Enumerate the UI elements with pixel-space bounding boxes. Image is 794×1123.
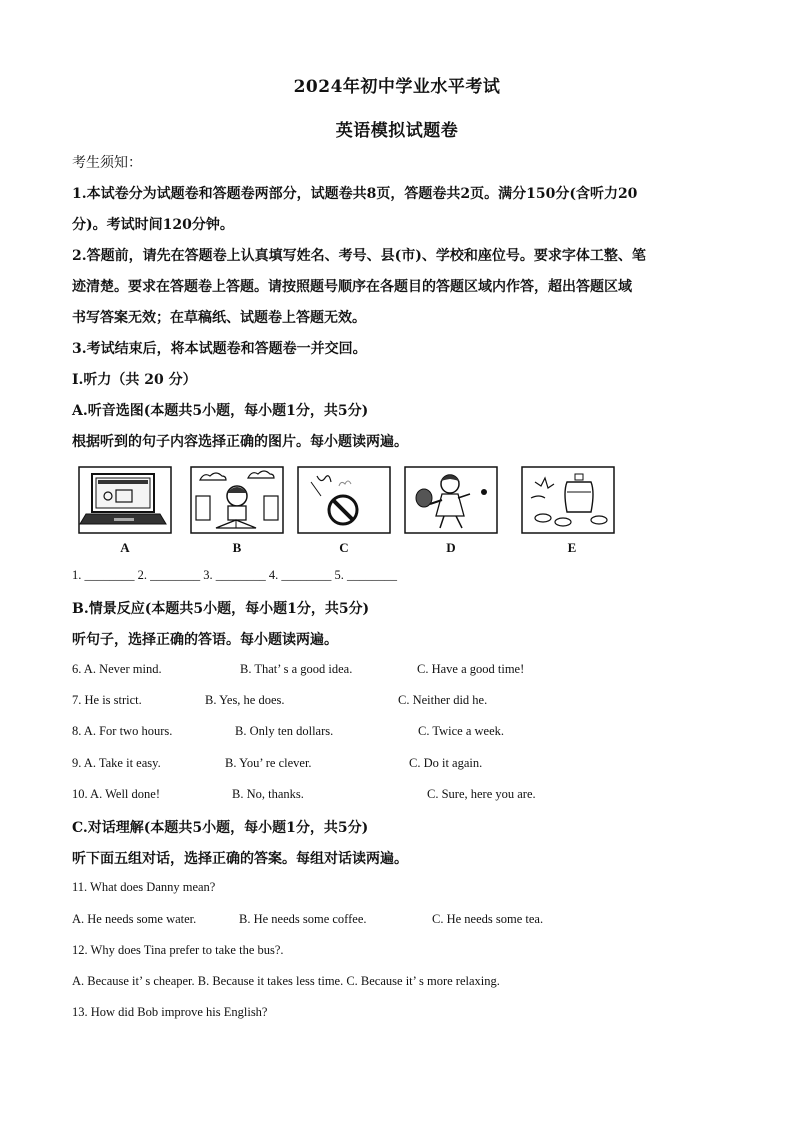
question-8-option-a: 8. A. For two hours. (72, 724, 173, 738)
question-6-option-a: 6. A. Never mind. (72, 662, 162, 676)
picture-label-c: C (339, 540, 349, 555)
question-11: 11. What does Danny mean? (72, 880, 216, 894)
question-10-option-a: 10. A. Well done! (72, 787, 160, 801)
picture-label-b: B (232, 540, 242, 555)
question-6-option-c: C. Have a good time! (417, 662, 525, 676)
question-8-option-b: B. Only ten dollars. (235, 724, 334, 738)
notice-line-4: 迹清楚。要求在答题卷上答题。请按照题号顺序在各题目的答题区域内作答，超出答题区域 (72, 279, 632, 295)
question-12: 12. Why does Tina prefer to take the bus?. (72, 943, 284, 957)
part-b-title: B.情景反应(本题共5小题，每小题1分，共5分) (72, 601, 370, 617)
part-c-instruction: 听下面五组对话，选择正确的答案。每组对话读两遍。 (72, 851, 408, 867)
question-10-option-b: B. No, thanks. (232, 787, 304, 801)
question-7-option-b: B. Yes, he does. (205, 693, 285, 707)
part-c-title: C.对话理解(本题共5小题，每小题1分，共5分) (72, 820, 369, 836)
question-9-option-a: 9. A. Take it easy. (72, 756, 161, 770)
question-7-option-c: C. Neither did he. (398, 693, 488, 707)
picture-label-e: E (567, 540, 577, 555)
page-subtitle: 英语模拟试题卷 (335, 121, 459, 141)
notice-line-3: 2.答题前，请先在答题卷上认真填写姓名、考号、县(市)、学校和座位号。要求字体工整、笔 (72, 248, 646, 264)
question-6-option-b: B. That’ s a good idea. (240, 662, 353, 676)
question-8-option-c: C. Twice a week. (418, 724, 505, 738)
notice-line-5: 书写答案无效；在草稿纸、试题卷上答题无效。 (72, 310, 366, 326)
laptop-icon (78, 466, 172, 534)
question-9-option-b: B. You’ re clever. (225, 756, 312, 770)
question-13: 13. How did Bob improve his English? (72, 1005, 268, 1019)
picture-c (297, 466, 391, 534)
part-b-instruction: 听句子，选择正确的答语。每小题读两遍。 (72, 632, 338, 648)
part-a-title: A.听音选图(本题共5小题，每小题1分，共5分) (72, 403, 369, 419)
picture-label-d: D (446, 540, 456, 555)
picture-d (404, 466, 498, 534)
part-a-answer-blanks[interactable]: 1. ________ 2. ________ 3. ________ 4. ________ 5. ________ (72, 568, 397, 582)
tea-set-icon (521, 466, 615, 534)
part-a-instruction: 根据听到的句子内容选择正确的图片。每小题读两遍。 (72, 434, 408, 450)
question-11-option-a: A. He needs some water. (72, 912, 197, 926)
question-7-option-a: 7. He is strict. (72, 693, 142, 707)
picture-b (190, 466, 284, 534)
notice-line-2: 分)。考试时间120分钟。 (72, 217, 234, 233)
no-sign-icon (297, 466, 391, 534)
section-listening-title: Ⅰ.听力（共 20 分） (72, 372, 197, 388)
question-9-option-c: C. Do it again. (409, 756, 483, 770)
page-title: 2024年初中学业水平考试 (293, 77, 501, 97)
picture-label-a: A (120, 540, 130, 555)
question-12-options: A. Because it’ s cheaper. B. Because it takes less time. C. Because it’ s more relaxing. (72, 974, 500, 988)
question-10-option-c: C. Sure, here you are. (427, 787, 536, 801)
boy-reading-icon (190, 466, 284, 534)
picture-a (78, 466, 172, 534)
picture-e (521, 466, 615, 534)
question-11-option-c: C. He needs some tea. (432, 912, 544, 926)
notice-line-1: 1.本试卷分为试题卷和答题卷两部分，试题卷共8页，答题卷共2页。满分150分(含听力20 (72, 186, 638, 202)
question-11-option-b: B. He needs some coffee. (239, 912, 367, 926)
notice-heading: 考生须知： (72, 155, 142, 171)
notice-line-6: 3.考试结束后，将本试题卷和答题卷一并交回。 (72, 341, 367, 357)
girl-tennis-icon (404, 466, 498, 534)
